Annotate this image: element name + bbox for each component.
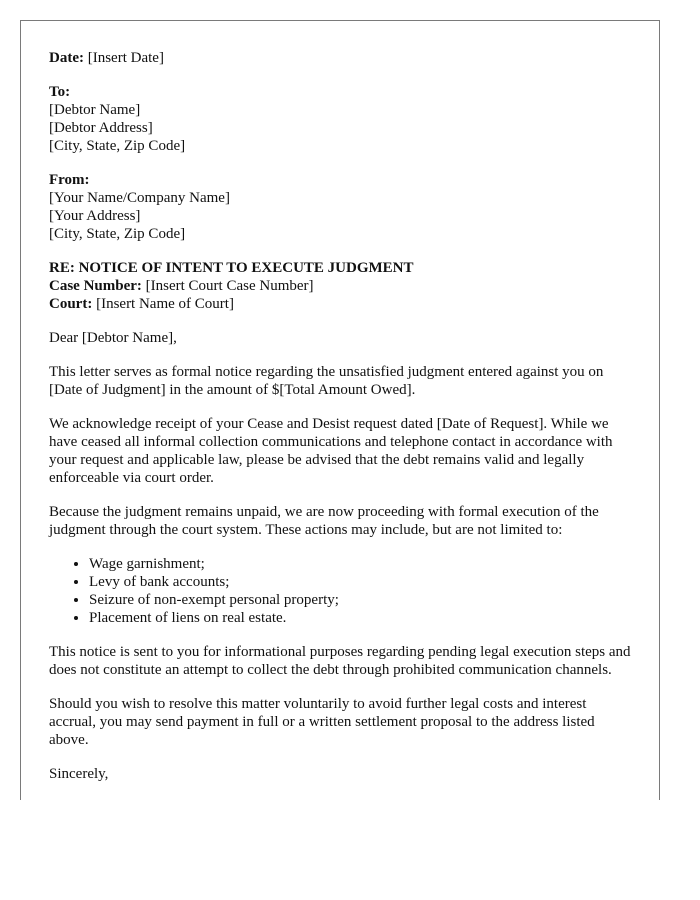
sender-name: [Your Name/Company Name] (49, 190, 230, 206)
list-item: • Levy of bank accounts; (89, 573, 634, 591)
sender-block (49, 171, 634, 243)
reference-block (49, 259, 634, 313)
list-item: • Placement of liens on real estate. (89, 609, 634, 627)
debtor-city-state-zip: [City, State, Zip Code] (49, 138, 186, 154)
case-number-label: Case Number: (49, 278, 142, 294)
paragraph-execution: Because the judgment remains unpaid, we are now proceeding with formal execution of the judgment through the court system. These actions may include, but are not limited to: (49, 504, 599, 538)
debtor-name: [Debtor Name] (49, 102, 141, 118)
closing: Sincerely, (49, 766, 109, 782)
list-item: • Seizure of non-exempt personal property; (89, 591, 634, 609)
date-line (49, 49, 634, 67)
debtor-address: [Debtor Address] (49, 120, 153, 136)
letter-body (49, 49, 634, 799)
salutation: Dear [Debtor Name], (49, 330, 177, 346)
from-label: From: (49, 172, 90, 188)
paragraph-resolution: Should you wish to resolve this matter voluntarily to avoid further legal costs and interest accrual, you may send payment in full or a written settlement proposal to the address listed above. (49, 696, 595, 748)
case-number-value: [Insert Court Case Number] (141, 278, 314, 294)
recipient-block (49, 83, 634, 155)
to-label: To: (49, 84, 71, 100)
date-value: [Insert Date] (83, 50, 164, 66)
list-item: • Wage garnishment; (89, 555, 634, 573)
paragraph-informational: This notice is sent to you for informational purposes regarding pending legal execution steps and does not constitute an attempt to collect the debt through prohibited communication channels. (49, 644, 631, 678)
execution-actions-list (49, 555, 634, 627)
case-number-line (49, 277, 634, 295)
court-line (49, 295, 634, 313)
paragraph-judgment-notice: This letter serves as formal notice regarding the unsatisfied judgment entered against you on [Date of Judgment] in the amount of $[Total Amount Owed]. (49, 364, 604, 398)
subject-line: RE: NOTICE OF INTENT TO EXECUTE JUDGMENT (49, 260, 414, 276)
sender-address: [Your Address] (49, 208, 141, 224)
court-value: [Insert Name of Court] (92, 296, 234, 312)
date-label: Date: (49, 50, 84, 66)
letter-page (20, 20, 660, 800)
paragraph-cease-desist: We acknowledge receipt of your Cease and Desist request dated [Date of Request]. While we have ceased all informal collection communications and telephone contact in accordance with your request and applicable law, please be advised that the debt remains valid and legally enforceable via court order. (49, 416, 613, 486)
court-label: Court: (49, 296, 93, 312)
sender-city-state-zip: [City, State, Zip Code] (49, 226, 186, 242)
